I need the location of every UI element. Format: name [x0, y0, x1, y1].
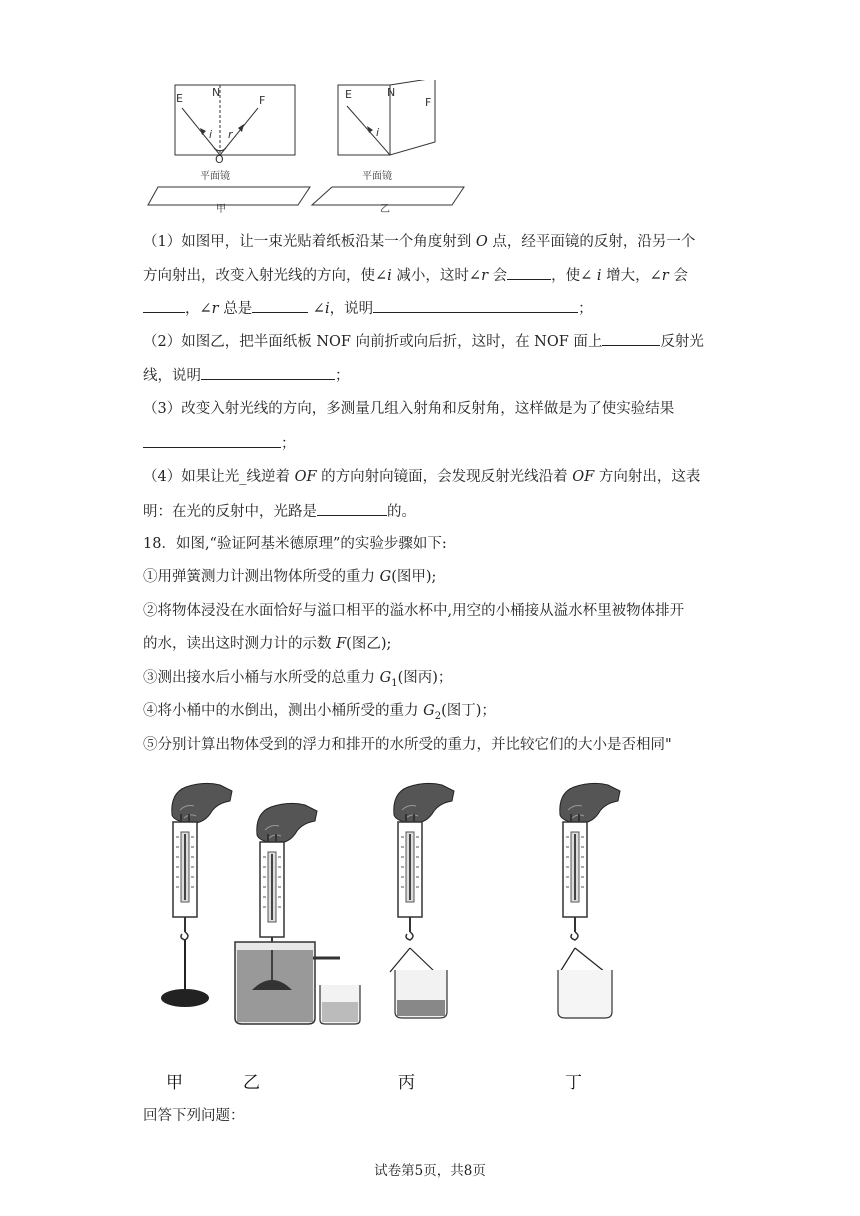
caption-bing: 丙 — [398, 1073, 415, 1093]
label-E-right: E — [345, 88, 352, 101]
label-N-right: N — [387, 86, 396, 99]
q17-p1-line1: （1）如图甲，让一束光贴着纸板沿某一个角度射到 O 点，经平面镜的反射，沿另一个 — [143, 234, 696, 250]
mirror-reflection-figure — [140, 80, 470, 220]
blank[interactable] — [373, 298, 578, 313]
label-F-right: F — [425, 96, 432, 109]
page-footer: 试卷第5页，共8页 — [374, 1163, 486, 1179]
mirror-label-right: 平面镜 — [362, 171, 392, 182]
caption-jia: 甲 — [216, 204, 226, 215]
label-N: N — [212, 86, 221, 99]
answer-prompt: 回答下列问题： — [143, 1108, 245, 1124]
q18-step2a: ②将物体浸没在水面恰好与溢口相平的溢水杯中,用空的小桶接从溢水杯里被物体排开 — [143, 603, 685, 619]
label-O: O — [215, 153, 224, 166]
q18-step5: ⑤分别计算出物体受到的浮力和排开的水所受的重力，并比较它们的大小是否相同" — [143, 737, 672, 753]
blank[interactable] — [507, 265, 551, 280]
blank[interactable] — [201, 365, 335, 380]
label-i-right: i — [376, 126, 380, 139]
caption-yi: 乙 — [380, 204, 390, 215]
q18-step2b: 的水，读出这时测力计的示数 F(图乙); — [143, 636, 392, 652]
q17-p2-line2: 线，说明 ； — [143, 365, 350, 386]
label-E: E — [176, 92, 183, 105]
archimedes-experiment-figure — [150, 780, 630, 1030]
q17-p1-line3: ，∠r 总是 ∠i，说明 ； — [143, 298, 593, 319]
label-i: i — [209, 128, 213, 141]
label-F: F — [259, 94, 266, 107]
q17-p4-line2: 明：在光的反射中，光路是 的。 — [143, 501, 416, 522]
caption-yi-2: 乙 — [243, 1073, 260, 1093]
q17-p3-line1: （3）改变入射光线的方向，多测量几组入射角和反射角，这样做是为了使实验结果 — [143, 401, 675, 417]
blank[interactable] — [317, 501, 387, 516]
blank[interactable] — [143, 433, 281, 448]
q18-title: 18．如图,“验证阿基米德原理”的实验步骤如下: — [143, 536, 447, 552]
mirror-label-left: 平面镜 — [200, 171, 230, 182]
caption-ding: 丁 — [565, 1073, 582, 1093]
q17-p1-line2: 方向射出，改变入射光线的方向，使∠i 减小，这时∠r 会 ，使∠ i 增大，∠r 会 — [143, 265, 688, 286]
q17-p4-line1: （4）如果让光_线逆着 OF 的方向射向镜面，会发现反射光线沿着 OF 方向射出，这表 — [143, 469, 701, 485]
blank[interactable] — [252, 298, 308, 313]
label-r: r — [228, 128, 233, 141]
caption-jia-2: 甲 — [166, 1073, 183, 1093]
q18-step1: ①用弹簧测力计测出物体所受的重力 G(图甲); — [143, 569, 437, 585]
q18-step4: ④将小桶中的水倒出，测出小桶所受的重力 $G_2$(图丁)； — [143, 703, 496, 722]
blank[interactable] — [602, 331, 660, 346]
q18-step3: ③测出接水后小桶与水所受的总重力 $G_1$(图丙)； — [143, 670, 453, 689]
blank[interactable] — [143, 298, 185, 313]
q17-p2-line1: （2）如图乙，把半面纸板 NOF 向前折或向后折，这时，在 NOF 面上 反射光 — [143, 331, 704, 352]
q17-p3-line2: ； — [143, 433, 296, 454]
